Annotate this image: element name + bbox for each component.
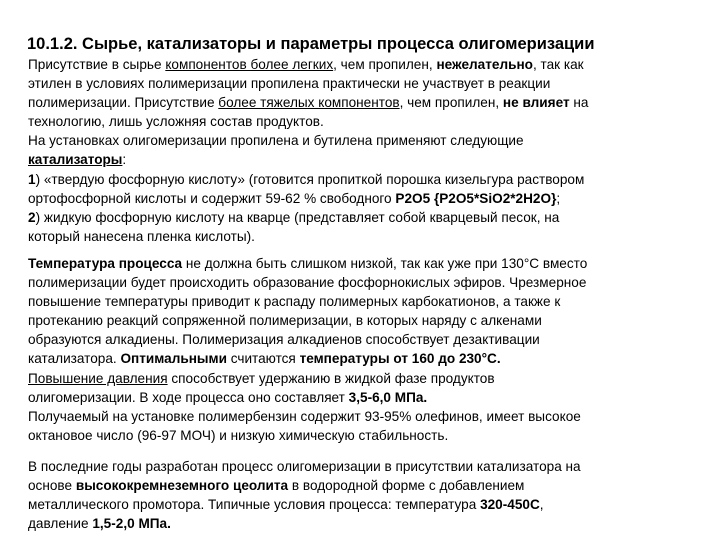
list-number: 1 [28,171,36,187]
bold-term: не влияет [502,95,570,111]
text-line: этилен в условиях полимеризации пропилена практически не участвует в реакции [28,76,551,92]
text-line [28,170,700,189]
text-line [28,349,700,368]
text-line [28,388,700,407]
bold-underlined-term: катализаторы [28,152,123,168]
text-run: в водородной форме с добавлением [288,478,525,494]
text-run: считаются [226,351,300,367]
text-line: протеканию реакций сопряженной полимеризации, в которых наряду с алкенами [28,313,542,329]
underlined-term: более тяжелых компонентов [218,95,400,111]
text-line [28,369,700,388]
text-run: не должна быть слишком низкой, так как уже при 130°С вместо [182,256,588,271]
text-run: , чем пропилен, [399,95,503,111]
paragraph-zeolite-process [28,457,700,533]
text-line: повышение температуры приводит к распаду полимерных карбокатионов, а также к [28,294,561,310]
text-run: основе [28,478,76,494]
text-run: на [569,95,589,111]
list-number: 2 [28,209,36,225]
text-line: октановое число (96-97 МОЧ) и низкую химическую стабильность. [28,427,449,443]
text-run: ) жидкую фосфорную кислоту на кварце (представляет собой кварцевый песок, на [35,209,560,225]
text-run: олигомеризации. В ходе процесса оно составляет [28,389,349,405]
bold-term: высококремнеземного цеолита [75,478,289,494]
bold-term: Оптимальными [120,351,227,367]
bold-formula: P2O5 {P2O5*SiO2*2H2O} [395,190,557,206]
text-run: давление [28,516,93,532]
text-run: полимеризации. Присутствие [28,95,219,111]
text-run: , [539,497,544,513]
text-run: Присутствие в сырье [28,57,166,72]
text-line: На установках олигомеризации пропилена и бутилена применяют следующие [28,133,524,149]
text-line: который нанесена пленка кислоты). [28,228,255,244]
underlined-term: Повышение давления [28,370,168,386]
text-line: полимеризации будет происходить образование фосфорнокислых эфиров. Чрезмерное [28,275,587,291]
text-line [28,514,700,533]
bold-term: Температура процесса [28,256,183,271]
bold-term: 1,5-2,0 МПа. [92,516,171,532]
bold-term: 320-450С [480,497,540,513]
text-run: ) «твердую фосфорную кислоту» (готовится пропиткой порошка кизельгура раствором [35,171,585,187]
slide-title: 10.1.2. Сырье, катализаторы и параметры процесса олигомеризации [27,35,595,53]
text-run: , так как [532,57,584,72]
text-run: металлического промотора. Типичные условия процесса: температура [28,497,481,513]
bold-term: 3,5-6,0 МПа. [348,389,428,405]
bold-term: температуры от 160 до 230°С. [299,351,501,367]
text-run: способствует удержанию в жидкой фазе продуктов [167,370,495,386]
text-line [28,150,700,169]
text-run: катализатора. [28,351,121,367]
paragraph-process-conditions [28,254,700,445]
text-line [28,93,700,112]
text-line [28,495,700,514]
text-line: образуются алкадиены. Полимеризация алкадиенов способствует дезактивации [28,332,540,348]
text-run: ортофосфорной кислоты и содержит 59-62 % свободного [28,190,396,206]
text-line [28,208,700,227]
text-line: технологию, лишь усложняя состав продуктов. [28,114,324,130]
text-line: Получаемый на установке полимербензин содержит 93-95% олефинов, имеет высокое [28,408,581,424]
text-line [28,189,700,208]
bold-term: нежелательно [436,57,533,72]
text-line [28,476,700,495]
text-run: ; [556,190,561,206]
text-line [28,55,700,74]
paragraph-feed-catalysts [28,55,700,246]
text-line [28,254,700,273]
text-line: В последние годы разработан процесс олигомеризации в присутствии катализатора на [28,459,581,474]
text-run: , чем пропилен, [333,57,437,72]
underlined-term: компонентов более легких [165,57,334,72]
text-run: : [122,152,127,168]
